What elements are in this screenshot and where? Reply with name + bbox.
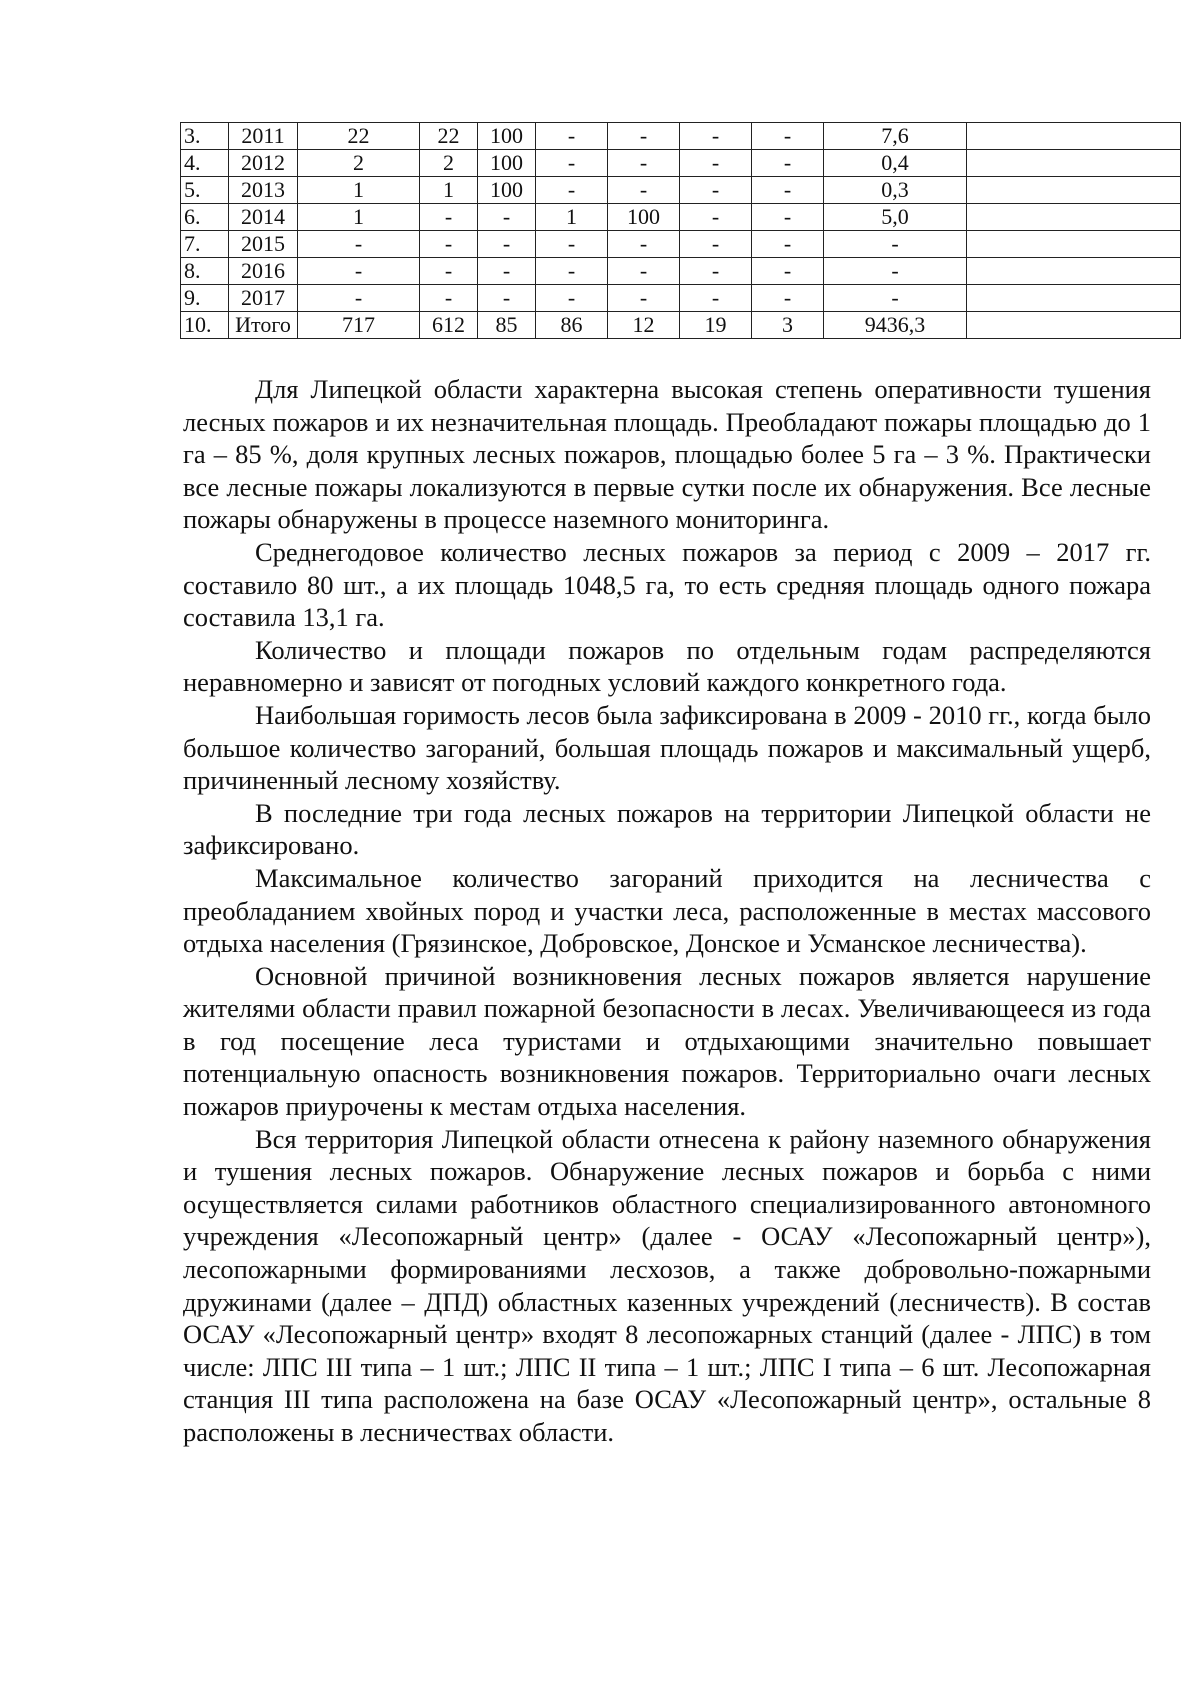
row-number-cell: 8. — [181, 258, 229, 285]
table-cell: - — [608, 231, 680, 258]
table-cell: 85 — [478, 312, 536, 339]
table-cell: - — [752, 177, 824, 204]
table-cell: 1 — [298, 204, 420, 231]
table-cell: 100 — [608, 204, 680, 231]
body-text — [183, 373, 1151, 1449]
year-cell: 2015 — [229, 231, 298, 258]
table-cell: - — [824, 285, 967, 312]
table-cell: 2 — [420, 150, 478, 177]
table-cell: 717 — [298, 312, 420, 339]
table-cell: - — [680, 258, 752, 285]
table-cell: 19 — [680, 312, 752, 339]
year-cell: 2011 — [229, 123, 298, 150]
table-cell: - — [478, 204, 536, 231]
row-number-cell: 3. — [181, 123, 229, 150]
year-cell: 2017 — [229, 285, 298, 312]
table-row — [181, 204, 1181, 231]
table-row — [181, 231, 1181, 258]
table-cell: 2 — [298, 150, 420, 177]
table-cell: - — [680, 123, 752, 150]
row-number-cell: 6. — [181, 204, 229, 231]
table-cell — [967, 231, 1181, 258]
table-cell: - — [420, 231, 478, 258]
table-row — [181, 150, 1181, 177]
table-cell: - — [536, 177, 608, 204]
table-cell: - — [478, 285, 536, 312]
table-cell: - — [752, 258, 824, 285]
paragraph: Вся территория Липецкой области отнесена к району наземного обнаружения и тушения лесных пожаров. Обнаружение лесных пожаров и борьба с ними осуществляется силами работников областного специализированного автономного учреждения «Лесопожарный центр» (далее - ОСАУ «Лесопожарный центр»), лесопожарными формированиями лесхозов, а также добровольно-пожарными дружинами (далее – ДПД) областных казенных учреждений (лесничеств). В состав ОСАУ «Лесопожарный центр» входят 8 лесопожарных станций (далее - ЛПС) в том числе: ЛПС III типа – 1 шт.; ЛПС II типа – 1 шт.; ЛПС I типа – 6 шт. Лесопожарная станция III типа расположена на базе ОСАУ «Лесопожарный центр», остальные 8 расположены в лесничествах области. — [183, 1123, 1151, 1447]
table-cell: 1 — [298, 177, 420, 204]
table-cell: 0,3 — [824, 177, 967, 204]
table-row — [181, 123, 1181, 150]
table-row — [181, 285, 1181, 312]
paragraph: Для Липецкой области характерна высокая степень оперативности тушения лесных пожаров и их незначительная площадь. Преобладают пожары площадью до 1 га – 85 %, доля крупных лесных пожаров, площадью более 5 га – 3 %. Практически все лесные пожары локализуются в первые сутки после их обнаружения. Все лесные пожары обнаружены в процессе наземного мониторинга. — [183, 374, 1151, 535]
table-cell: - — [752, 204, 824, 231]
row-number-cell: 10. — [181, 312, 229, 339]
table-cell — [967, 285, 1181, 312]
table-cell: - — [680, 204, 752, 231]
table-cell: - — [608, 150, 680, 177]
table-cell: 1 — [420, 177, 478, 204]
year-cell: 2014 — [229, 204, 298, 231]
table-cell — [967, 177, 1181, 204]
year-cell: Итого — [229, 312, 298, 339]
paragraph: Среднегодовое количество лесных пожаров за период с 2009 – 2017 гг. составило 80 шт., а их площадь 1048,5 га, то есть средняя площадь одного пожара составила 13,1 га. — [183, 536, 1151, 633]
table-cell: - — [298, 231, 420, 258]
paragraph: Количество и площади пожаров по отдельным годам распределяются неравномерно и зависят от погодных условий каждого конкретного года. — [183, 634, 1151, 698]
table-cell: - — [536, 150, 608, 177]
table-cell: - — [536, 123, 608, 150]
paragraph: Наибольшая горимость лесов была зафиксирована в 2009 - 2010 гг., когда было большое количество загораний, большая площадь пожаров и максимальный ущерб, причиненный лесному хозяйству. — [183, 699, 1151, 796]
table-cell: 22 — [420, 123, 478, 150]
table-cell: - — [478, 231, 536, 258]
table-row — [181, 177, 1181, 204]
year-cell: 2016 — [229, 258, 298, 285]
table-cell: - — [752, 123, 824, 150]
table-row — [181, 312, 1181, 339]
row-number-cell: 7. — [181, 231, 229, 258]
table-cell: - — [752, 285, 824, 312]
table-cell: - — [680, 231, 752, 258]
table-cell: 1 — [536, 204, 608, 231]
table-cell: - — [478, 258, 536, 285]
paragraph: Максимальное количество загораний приходится на лесничества с преобладанием хвойных пород и участки леса, расположенные в местах массового отдыха населения (Грязинское, Добровское, Донское и Усманское лесничества). — [183, 862, 1151, 959]
table-cell: - — [536, 231, 608, 258]
table-cell: 100 — [478, 123, 536, 150]
table-cell: - — [824, 258, 967, 285]
row-number-cell: 5. — [181, 177, 229, 204]
table-cell: - — [420, 285, 478, 312]
table-cell: - — [420, 258, 478, 285]
table-cell: - — [608, 123, 680, 150]
table-cell — [967, 150, 1181, 177]
table-cell: - — [536, 285, 608, 312]
table-cell: 22 — [298, 123, 420, 150]
table-cell: - — [536, 258, 608, 285]
paragraph: Основной причиной возникновения лесных пожаров является нарушение жителями области правил пожарной безопасности в лесах. Увеличивающееся из года в год посещение леса туристами и отдыхающими значительно повышает потенциальную опасность возникновения пожаров. Территориально очаги лесных пожаров приурочены к местам отдыха населения. — [183, 960, 1151, 1122]
table-cell: - — [824, 231, 967, 258]
table-cell: - — [608, 177, 680, 204]
table-cell: 12 — [608, 312, 680, 339]
table-cell — [967, 123, 1181, 150]
table-cell: 100 — [478, 150, 536, 177]
table-cell: 100 — [478, 177, 536, 204]
table-cell — [967, 204, 1181, 231]
year-cell: 2012 — [229, 150, 298, 177]
table-cell: - — [420, 204, 478, 231]
table-cell: 3 — [752, 312, 824, 339]
table-cell: - — [680, 285, 752, 312]
table-cell: - — [680, 150, 752, 177]
table-cell: 86 — [536, 312, 608, 339]
table-cell — [967, 312, 1181, 339]
table-cell: - — [680, 177, 752, 204]
table-cell: 0,4 — [824, 150, 967, 177]
table-cell: 612 — [420, 312, 478, 339]
table-cell: - — [298, 285, 420, 312]
table-body — [181, 123, 1181, 339]
table-row — [181, 258, 1181, 285]
table-cell: - — [608, 285, 680, 312]
table-cell: 5,0 — [824, 204, 967, 231]
row-number-cell: 4. — [181, 150, 229, 177]
table-cell: - — [752, 150, 824, 177]
paragraph: В последние три года лесных пожаров на территории Липецкой области не зафиксировано. — [183, 797, 1151, 861]
year-cell: 2013 — [229, 177, 298, 204]
table-cell: 9436,3 — [824, 312, 967, 339]
row-number-cell: 9. — [181, 285, 229, 312]
table-cell: 7,6 — [824, 123, 967, 150]
table-cell: - — [752, 231, 824, 258]
forest-fires-table — [180, 122, 1181, 339]
table-cell: - — [298, 258, 420, 285]
table-cell: - — [608, 258, 680, 285]
table-cell — [967, 258, 1181, 285]
